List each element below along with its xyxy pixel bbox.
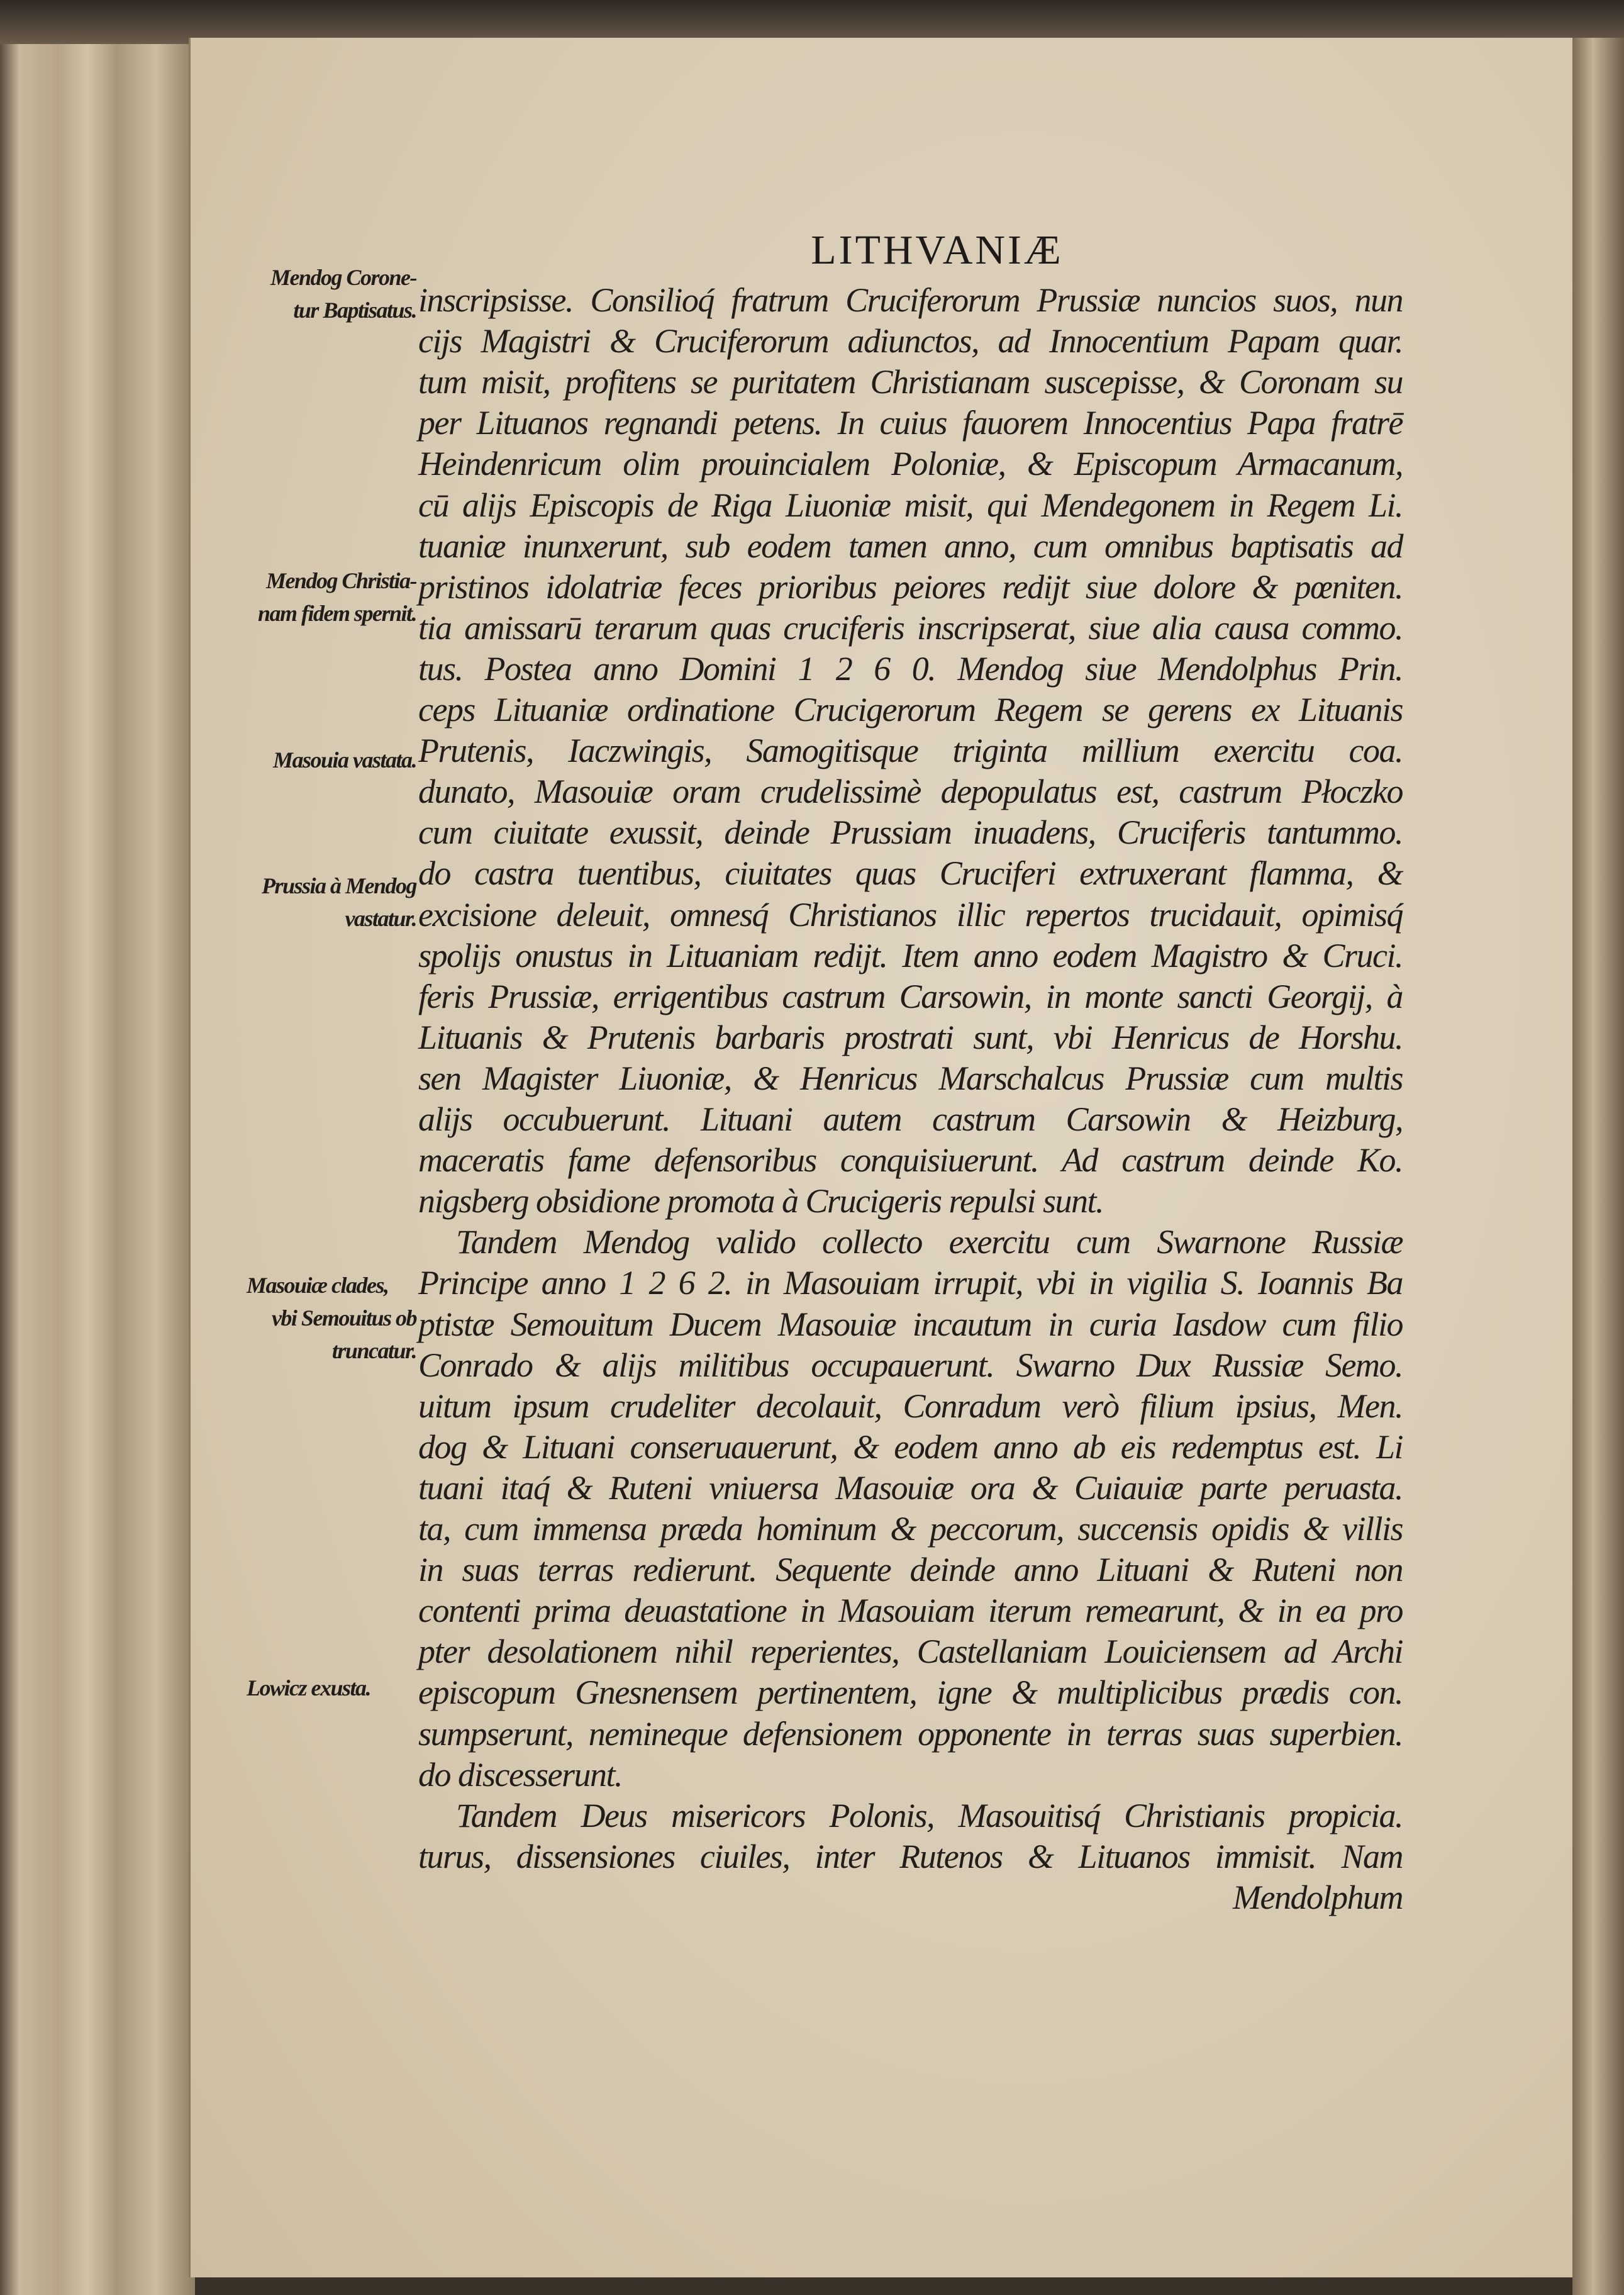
text-line: Prutenis, Iaczwingis, Samogitisque triginta millium exercitu coa. bbox=[418, 732, 1403, 770]
running-title: LITHVANIÆ bbox=[811, 227, 1064, 273]
margin-note: Lowicz exusta. bbox=[247, 1675, 371, 1700]
text-line: excisione deleuit, omnesq́ Christianos illic repertos trucidauit, opimisq́ bbox=[418, 895, 1403, 934]
text-line: Tandem Deus misericors Polonis, Masouitisq́ Christianis propicia. bbox=[456, 1796, 1403, 1834]
text-line: Tandem Mendog valido collecto exercitu cum Swarnone Russiæ bbox=[456, 1223, 1403, 1261]
text-line: Conrado & alijs militibus occupauerunt. Swarno Dux Russiæ Semo. bbox=[418, 1346, 1403, 1384]
text-line: Lituanis & Prutenis barbaris prostrati sunt, vbi Henricus de Horshu. bbox=[418, 1018, 1403, 1056]
text-line: ta, cum immensa præda hominum & peccorum, succensis opidis & villis bbox=[418, 1510, 1403, 1548]
book-gutter-edge bbox=[1572, 38, 1624, 2295]
text-line: per Lituanos regnandi petens. In cuius fauorem Innocentius Papa fratrē bbox=[418, 404, 1403, 442]
margin-note: Mendog Corone- bbox=[270, 265, 416, 290]
text-line: nigsberg obsidione promota à Crucigeris repulsi sunt. bbox=[418, 1182, 1104, 1220]
text-line: in suas terras redierunt. Sequente deinde anno Lituani & Ruteni non bbox=[418, 1551, 1403, 1589]
text-line: pter desolationem nihil reperientes, Castellaniam Louiciensem ad Archi bbox=[418, 1633, 1403, 1671]
text-line: cum ciuitate exussit, deinde Prussiam inuadens, Cruciferis tantummo. bbox=[418, 813, 1403, 852]
text-line: tus. Postea anno Domini 1 2 6 0. Mendog siue Mendolphus Prin. bbox=[418, 649, 1403, 688]
text-line: maceratis fame defensoribus conquisiuerunt. Ad castrum deinde Ko. bbox=[418, 1141, 1403, 1180]
margin-note: Masouiæ clades, bbox=[247, 1273, 389, 1298]
text-line: pristinos idolatriæ feces prioribus peiores redijt siue dolore & pœniten. bbox=[418, 567, 1403, 606]
text-line: tum misit, profitens se puritatem Christianam suscepisse, & Coronam su bbox=[418, 363, 1403, 401]
text-line: contenti prima deuastatione in Masouiam iterum remearunt, & in ea pro bbox=[418, 1592, 1403, 1630]
text-line: spolijs onustus in Lituaniam redijt. Item anno eodem Magistro & Cruci. bbox=[418, 936, 1403, 974]
text-line: do castra tuentibus, ciuitates quas Cruciferi extruxerant flamma, & bbox=[418, 854, 1403, 893]
book-page-stack-edge bbox=[0, 0, 195, 2295]
text-line: Heindenricum olim prouincialem Poloniæ, & Episcopum Armacanum, bbox=[418, 445, 1403, 483]
text-line: Principe anno 1 2 6 2. in Masouiam irrupit, vbi in vigilia S. Ioannis Ba bbox=[418, 1264, 1403, 1302]
text-line: tuani itaq́ & Ruteni vniuersa Masouiæ ora & Cuiauiæ parte peruasta. bbox=[418, 1468, 1403, 1507]
text-line: alijs occubuerunt. Lituani autem castrum Carsowin & Heizburg, bbox=[418, 1100, 1403, 1138]
text-line: episcopum Gnesnensem pertinentem, igne & multiplicibus prædis con. bbox=[418, 1673, 1403, 1712]
text-line: dunato, Masouiæ oram crudelissimè depopulatus est, castrum Płoczko bbox=[418, 773, 1403, 811]
margin-note: truncatur. bbox=[331, 1338, 416, 1363]
text-line: ptistæ Semouitum Ducem Masouiæ incautum in curia Iasdow cum filio bbox=[418, 1305, 1403, 1343]
text-line: feris Prussiæ, errigentibus castrum Carsowin, in monte sancti Georgij, à bbox=[418, 977, 1403, 1015]
text-line: dog & Lituani conseruauerunt, & eodem anno ab eis redemptus est. Li bbox=[418, 1427, 1403, 1466]
text-line: inscripsisse. Consilioq́ fratrum Cruciferorum Prussiæ nuncios suos, nun bbox=[418, 281, 1403, 319]
text-line: uitum ipsum crudeliter decolauit, Conradum verò filium ipsius, Men. bbox=[418, 1387, 1403, 1425]
margin-note: Prussia à Mendog bbox=[261, 873, 416, 898]
text-line: ceps Lituaniæ ordinatione Crucigerorum Regem se gerens ex Lituanis bbox=[418, 691, 1403, 729]
margin-note: nam fidem spernit. bbox=[257, 601, 416, 626]
margin-note: vbi Semouitus ob bbox=[271, 1305, 416, 1331]
text-line: sumpserunt, nemineque defensionem opponente in terras suas superbien. bbox=[418, 1714, 1403, 1753]
text-line: do discesserunt. bbox=[418, 1755, 622, 1794]
margin-note: Masouia vastata. bbox=[272, 747, 416, 773]
text-line: tia amissarū terarum quas cruciferis inscripserat, siue alia causa commo. bbox=[418, 608, 1403, 647]
text-line: sen Magister Liuoniæ, & Henricus Marschalcus Prussiæ cum multis bbox=[418, 1059, 1403, 1097]
text-line: cū alijs Episcopis de Riga Liuoniæ misit, qui Mendegonem in Regem Li. bbox=[418, 486, 1403, 524]
margin-note: tur Baptisatus. bbox=[293, 298, 416, 323]
margin-note: Mendog Christia- bbox=[265, 568, 416, 593]
text-line: cijs Magistri & Cruciferorum adiunctos, ad Innocentium Papam quar. bbox=[418, 322, 1403, 360]
text-line: turus, dissensiones ciuiles, inter Rutenos & Lituanos immisit. Nam bbox=[418, 1837, 1403, 1875]
margin-note: vastatur. bbox=[345, 906, 416, 931]
text-line: tuaniæ inunxerunt, sub eodem tamen anno, cum omnibus baptisatis ad bbox=[418, 527, 1403, 565]
text-line: Mendolphum bbox=[1233, 1878, 1403, 1916]
